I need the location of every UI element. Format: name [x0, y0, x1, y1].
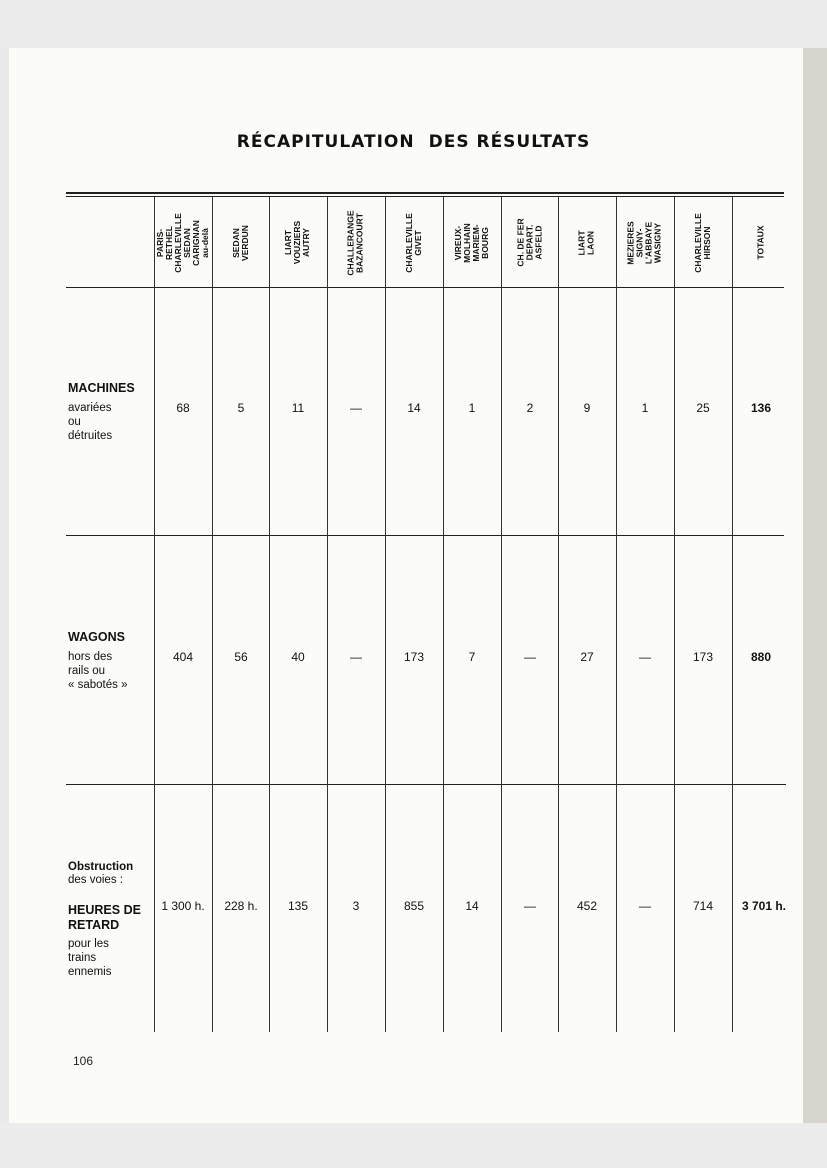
page-binding-edge [803, 48, 827, 1123]
column-header-label: LIART VOUZIERS AUTRY [283, 220, 312, 265]
column-header-label: CHARLEVILLE HIRSON [693, 212, 712, 273]
column-header-label: PARIS- RETHEL CHARLEVILLE SEDAN CARIGNAN au-delà [155, 212, 210, 273]
row-divider-2 [66, 784, 786, 785]
row-label-wagons [68, 630, 127, 692]
column-header [675, 200, 731, 285]
row-subtitle: ennemis [68, 966, 112, 978]
column-header [328, 200, 384, 285]
header-bottom-rule [66, 287, 784, 288]
table-cell: — [524, 650, 536, 664]
table-cell-total: 880 [750, 650, 772, 664]
row-title-line-2: RETARD [68, 918, 120, 932]
column-header-label: CHARLEVILLE GIVET [404, 212, 423, 273]
row-divider-1 [66, 535, 784, 536]
column-header-label: VIREUX- MOLHAIN MARIEM- BOURG [452, 222, 490, 263]
scan-bottom-margin [0, 1123, 827, 1168]
row-title: MACHINES [68, 381, 135, 395]
column-header-label: CH. DE FER DEPART. ASFELD [515, 218, 544, 267]
table-cell: 2 [526, 401, 534, 415]
column-header [213, 200, 269, 285]
table-cell: 5 [237, 401, 245, 415]
row-subtitle: avariées [68, 402, 112, 414]
column-header [502, 200, 558, 285]
column-header [559, 200, 615, 285]
title-part-2: DES RÉSULTATS [428, 132, 591, 152]
table-cell: 27 [580, 650, 594, 664]
column-header [155, 200, 211, 285]
table-cell: 228 h. [224, 899, 258, 913]
table-cell: — [639, 650, 651, 664]
table-cell: — [524, 899, 536, 913]
table-cell: — [350, 650, 362, 664]
row-subtitle: ou [68, 416, 81, 428]
table-cell: 25 [696, 401, 710, 415]
row-subtitle: trains [68, 952, 97, 964]
table-cell: 14 [407, 401, 421, 415]
table-cell: 56 [234, 650, 248, 664]
row-title: WAGONS [68, 630, 125, 644]
row-title: HEURES DE [68, 903, 141, 917]
header-top-rule-thin [66, 196, 784, 197]
row-subtitle: détruites [68, 430, 113, 442]
table-cell: 1 [468, 401, 476, 415]
column-header-label: MEZIERES SIGNY- L'ABBAYE WASIGNY [625, 220, 663, 265]
table-cell: 40 [291, 650, 305, 664]
table-cell: 68 [176, 401, 190, 415]
table-cell: — [350, 401, 362, 415]
table-cell: 452 [576, 899, 598, 913]
table-cell: 3 [352, 899, 360, 913]
row-subtitle: hors des [68, 651, 113, 663]
row-obstruction-subtitle: des voies : [68, 874, 123, 886]
table-cell: — [639, 899, 651, 913]
table-cell: 173 [692, 650, 714, 664]
column-header [444, 200, 500, 285]
row-subtitle: « sabotés » [68, 679, 128, 691]
table-cell: 714 [692, 899, 714, 913]
column-header-label: CHALLERANGE BAZANCOURT [346, 209, 366, 276]
scan-top-margin [0, 0, 827, 48]
column-header-label: LIART LAON [577, 229, 596, 256]
table-cell: 135 [287, 899, 309, 913]
column-header [733, 200, 789, 285]
table-cell: 7 [468, 650, 476, 664]
column-header-label: TOTAUX [755, 225, 766, 260]
row-subtitle: pour les [68, 938, 109, 950]
table-cell: 404 [172, 650, 194, 664]
table-cell: 173 [403, 650, 425, 664]
row-label-retard [68, 861, 141, 979]
row-label-machines [68, 381, 135, 443]
table-cell: 855 [403, 899, 425, 913]
title-part-1: RÉCAPITULATION [236, 132, 415, 152]
column-header-label: SEDAN VERDUN [231, 224, 250, 261]
row-subtitle: rails ou [68, 665, 106, 677]
header-top-rule [66, 192, 784, 194]
table-cell: 14 [465, 899, 479, 913]
page-title [0, 132, 827, 152]
table-cell: 1 300 h. [161, 899, 205, 913]
column-header [270, 200, 326, 285]
table-cell: 1 [641, 401, 649, 415]
table-cell: 9 [583, 401, 591, 415]
column-header [386, 200, 442, 285]
row-obstruction-title: Obstruction [68, 861, 134, 873]
table-cell-total: 3 701 h. [741, 899, 787, 913]
table-cell: 11 [291, 401, 305, 415]
column-header [617, 200, 673, 285]
table-cell-total: 136 [750, 401, 772, 415]
page-number: 106 [73, 1054, 94, 1068]
